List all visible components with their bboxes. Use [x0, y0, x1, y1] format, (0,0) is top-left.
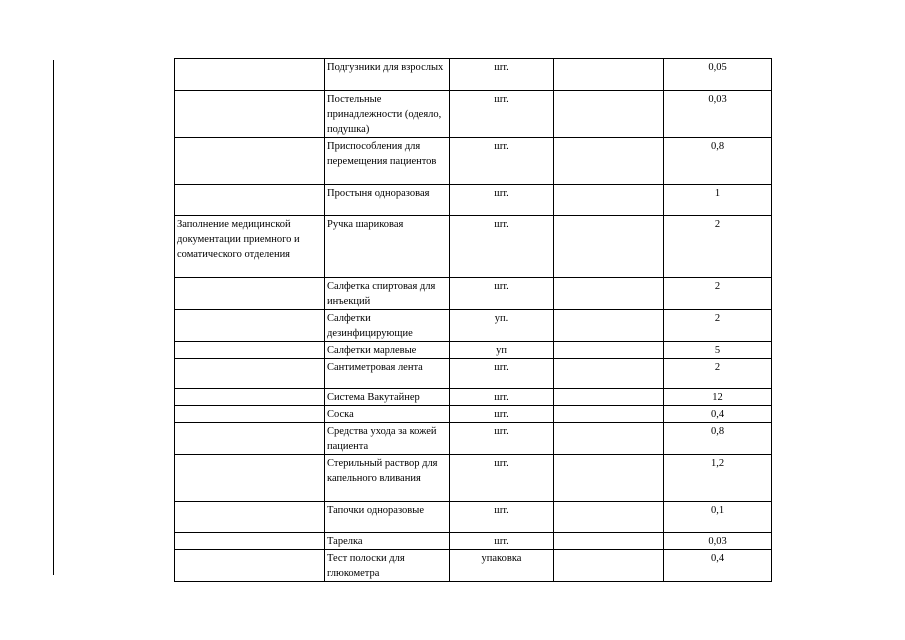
- blank-cell: [554, 91, 664, 138]
- blank-cell: [554, 59, 664, 91]
- blank-cell: [554, 389, 664, 406]
- activity-cell: Заполнение медицинской документации приемного и соматического отделения: [175, 216, 325, 278]
- table-row: [175, 342, 772, 359]
- item-cell: Тест полоски для глюкометра: [325, 550, 450, 582]
- unit-cell: уп: [450, 342, 554, 359]
- blank-cell: [554, 359, 664, 389]
- unit-cell: шт.: [450, 59, 554, 91]
- item-cell: Приспособления для перемещения пациентов: [325, 138, 450, 185]
- quantity-cell: 2: [664, 278, 772, 310]
- activity-cell: [175, 550, 325, 582]
- activity-cell: [175, 359, 325, 389]
- activity-cell: [175, 423, 325, 455]
- item-cell: Тарелка: [325, 533, 450, 550]
- page-margin-line: [53, 60, 54, 575]
- item-cell: Ручка шариковая: [325, 216, 450, 278]
- table-row: [175, 216, 772, 278]
- activity-cell: [175, 406, 325, 423]
- table-row: [175, 389, 772, 406]
- supplies-table: [174, 58, 772, 582]
- activity-cell: [175, 138, 325, 185]
- blank-cell: [554, 423, 664, 455]
- blank-cell: [554, 216, 664, 278]
- item-cell: Соска: [325, 406, 450, 423]
- blank-cell: [554, 342, 664, 359]
- table-row: [175, 310, 772, 342]
- activity-cell: [175, 533, 325, 550]
- activity-cell: [175, 389, 325, 406]
- unit-cell: шт.: [450, 423, 554, 455]
- blank-cell: [554, 138, 664, 185]
- table-row: [175, 423, 772, 455]
- blank-cell: [554, 406, 664, 423]
- quantity-cell: 5: [664, 342, 772, 359]
- activity-cell: [175, 342, 325, 359]
- table-row: [175, 406, 772, 423]
- table-row: [175, 502, 772, 533]
- quantity-cell: 0,1: [664, 502, 772, 533]
- quantity-cell: 0,4: [664, 406, 772, 423]
- item-cell: Салфетка спиртовая для инъекций: [325, 278, 450, 310]
- quantity-cell: 0,03: [664, 91, 772, 138]
- activity-cell: [175, 310, 325, 342]
- blank-cell: [554, 533, 664, 550]
- item-cell: Стерильный раствор для капельного вливания: [325, 455, 450, 502]
- unit-cell: упаковка: [450, 550, 554, 582]
- quantity-cell: 0,05: [664, 59, 772, 91]
- unit-cell: уп.: [450, 310, 554, 342]
- quantity-cell: 12: [664, 389, 772, 406]
- item-cell: Подгузники для взрослых: [325, 59, 450, 91]
- unit-cell: шт.: [450, 138, 554, 185]
- table-row: [175, 550, 772, 582]
- activity-cell: [175, 455, 325, 502]
- activity-cell: [175, 91, 325, 138]
- blank-cell: [554, 278, 664, 310]
- activity-cell: [175, 59, 325, 91]
- quantity-cell: 0,03: [664, 533, 772, 550]
- item-cell: Простыня одноразовая: [325, 185, 450, 216]
- quantity-cell: 1,2: [664, 455, 772, 502]
- quantity-cell: 2: [664, 359, 772, 389]
- item-cell: Салфетки марлевые: [325, 342, 450, 359]
- activity-cell: [175, 185, 325, 216]
- quantity-cell: 1: [664, 185, 772, 216]
- table-row: [175, 91, 772, 138]
- unit-cell: шт.: [450, 91, 554, 138]
- quantity-cell: 2: [664, 216, 772, 278]
- unit-cell: шт.: [450, 389, 554, 406]
- item-cell: Тапочки одноразовые: [325, 502, 450, 533]
- unit-cell: шт.: [450, 406, 554, 423]
- table-row: [175, 138, 772, 185]
- table-row: [175, 359, 772, 389]
- table-row: [175, 278, 772, 310]
- quantity-cell: 0,4: [664, 550, 772, 582]
- unit-cell: шт.: [450, 359, 554, 389]
- unit-cell: шт.: [450, 455, 554, 502]
- blank-cell: [554, 185, 664, 216]
- item-cell: Постельные принадлежности (одеяло, подушка): [325, 91, 450, 138]
- item-cell: Сантиметровая лента: [325, 359, 450, 389]
- table-row: [175, 455, 772, 502]
- quantity-cell: 0,8: [664, 138, 772, 185]
- blank-cell: [554, 310, 664, 342]
- table-row: [175, 59, 772, 91]
- unit-cell: шт.: [450, 533, 554, 550]
- item-cell: Средства ухода за кожей пациента: [325, 423, 450, 455]
- table-row: [175, 185, 772, 216]
- blank-cell: [554, 502, 664, 533]
- unit-cell: шт.: [450, 502, 554, 533]
- item-cell: Салфетки дезинфицирующие: [325, 310, 450, 342]
- activity-cell: [175, 278, 325, 310]
- item-cell: Система Вакутайнер: [325, 389, 450, 406]
- activity-cell: [175, 502, 325, 533]
- blank-cell: [554, 550, 664, 582]
- quantity-cell: 0,8: [664, 423, 772, 455]
- quantity-cell: 2: [664, 310, 772, 342]
- table-row: [175, 533, 772, 550]
- unit-cell: шт.: [450, 278, 554, 310]
- unit-cell: шт.: [450, 185, 554, 216]
- blank-cell: [554, 455, 664, 502]
- unit-cell: шт.: [450, 216, 554, 278]
